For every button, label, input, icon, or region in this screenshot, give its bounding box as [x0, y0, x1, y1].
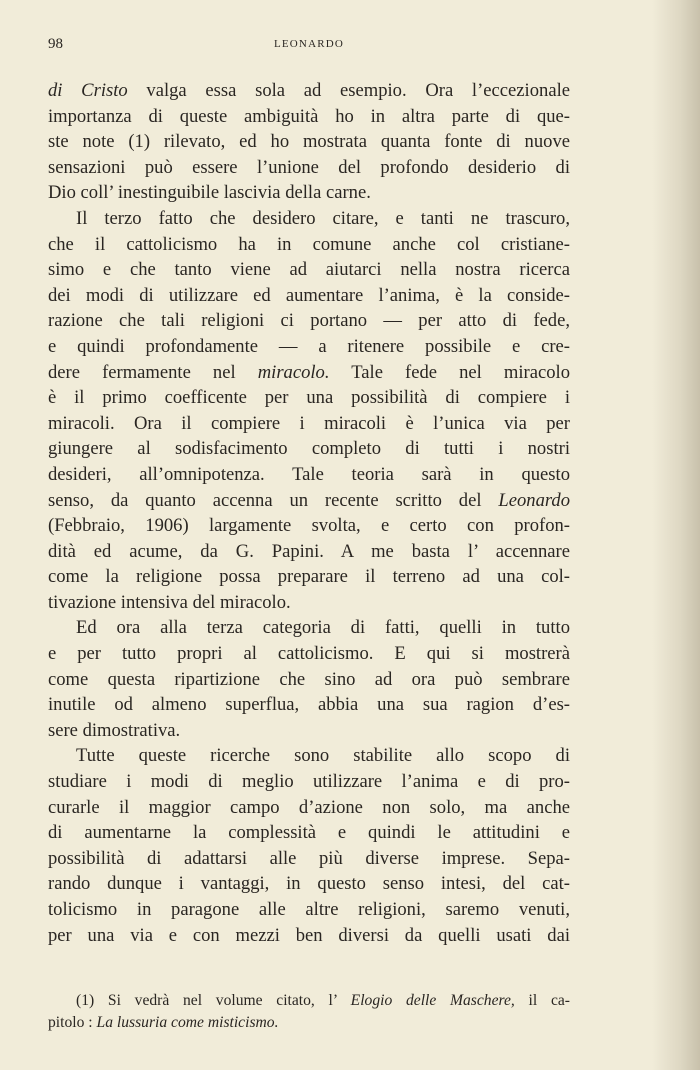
text-segment: (Febbraio, 1906) largamente svolta, e certo con profon-: [48, 515, 570, 537]
text-segment: di aumentarne la complessità e quindi le attitudini e: [48, 822, 570, 844]
text-line: [48, 769, 570, 795]
text-segment: Ed ora alla terza categoria di fatti, quelli in tutto: [76, 617, 570, 639]
text-line: [48, 283, 570, 309]
italic-text: Leonardo: [498, 489, 570, 511]
text-segment: miracoli. Ora il compiere i miracoli è l’unica via per: [48, 412, 570, 434]
text-line: [48, 564, 570, 590]
text-segment: Il terzo fatto che desidero citare, e tanti ne trascuro,: [76, 207, 570, 229]
text-segment: razione che tali religioni ci portano — per atto di fede,: [48, 310, 570, 332]
footnote-line: [48, 1012, 570, 1034]
text-line: [48, 718, 570, 744]
text-line: [48, 615, 570, 641]
page-header: [48, 36, 570, 58]
italic-text: di Cristo: [48, 80, 128, 101]
text-segment: studiare i modi di meglio utilizzare l’anima e di pro-: [48, 771, 570, 793]
text-line: [48, 513, 570, 539]
text-segment: desideri, all’omnipotenza. Tale teoria sarà in questo: [48, 463, 570, 485]
text-line: [48, 539, 570, 565]
text-segment: dei modi di utilizzare ed aumentare l’anima, è la conside-: [48, 284, 570, 306]
text-segment: possibilità di adattarsi alle più diverse imprese. Sepa-: [48, 847, 570, 869]
running-title: LEONARDO: [273, 38, 345, 50]
text-segment: valga essa sola ad esempio. Ora l’eccezionale: [127, 80, 570, 101]
text-segment: e quindi profondamente — a ritenere possibile e cre-: [48, 335, 570, 357]
text-segment: inutile od almeno superflua, abbia una sua ragion d’es-: [48, 694, 570, 716]
page-number: 98: [48, 36, 63, 52]
text-segment: (1) Si vedrà nel volume citato, l’: [76, 992, 351, 1009]
text-line: [48, 180, 570, 206]
text-line: [48, 846, 570, 872]
text-line: [48, 232, 570, 258]
text-line: [48, 692, 570, 718]
text-segment: rando dunque i vantaggi, in questo senso intesi, del cat-: [48, 873, 570, 895]
text-segment: simo e che tanto viene ad aiutarci nella nostra ricerca: [48, 259, 570, 281]
text-segment: Tale fede nel miracolo: [329, 361, 570, 383]
text-segment: che il cattolicismo ha in comune anche col cristiane-: [48, 233, 570, 255]
text-segment: Tutte queste ricerche sono stabilite allo scopo di: [76, 745, 570, 767]
footnote-block: [48, 990, 570, 1034]
text-segment: giungere al sodisfacimento completo di tutti i nostri: [48, 438, 570, 460]
text-segment: e per tutto propri al cattolicismo. E qui si mostrerà: [48, 643, 570, 665]
italic-text: miracolo.: [257, 361, 330, 383]
text-line: [48, 743, 570, 769]
italic-text: Elogio delle Maschere,: [350, 992, 515, 1009]
text-line: [48, 641, 570, 667]
text-segment: senso, da quanto accenna un recente scritto del: [48, 489, 499, 511]
text-line: [48, 104, 570, 130]
text-segment: dere fermamente nel: [48, 361, 258, 383]
text-line: [48, 488, 570, 514]
text-segment: curarle il maggior campo d’azione non solo, ma anche: [48, 796, 570, 818]
text-line: [48, 385, 570, 411]
text-segment: ste note (1) rilevato, ed ho mostrata quanta fonte di nuove: [48, 131, 570, 153]
text-line: [48, 78, 570, 104]
text-segment: è il primo coefficente per una possibilità di compiere i: [48, 387, 570, 409]
text-line: [48, 411, 570, 437]
text-line: [48, 308, 570, 334]
footnote-line: [48, 990, 570, 1012]
text-line: [48, 667, 570, 693]
text-segment: tolicismo in paragone alle altre religioni, saremo venuti,: [48, 899, 570, 920]
text-line: [48, 257, 570, 283]
main-text-block: [48, 78, 570, 948]
text-segment: importanza di queste ambiguità ho in altra parte di que-: [48, 105, 570, 127]
text-line: [48, 129, 570, 155]
text-line: [48, 820, 570, 846]
text-line: [48, 871, 570, 897]
text-line: [48, 155, 570, 181]
page-gutter-shadow: [652, 0, 700, 1070]
italic-text: La lussuria come misticismo.: [96, 1014, 279, 1031]
text-line: [48, 334, 570, 360]
text-segment: come la religione possa preparare il terreno ad una col-: [48, 566, 570, 588]
text-segment: Dio coll’ inestinguibile lascivia della carne.: [48, 182, 371, 204]
text-line: [48, 206, 570, 232]
text-segment: per una via e con mezzi ben diversi da quelli usati dai: [48, 924, 570, 946]
text-segment: sere dimostrativa.: [48, 719, 181, 741]
text-line: [48, 462, 570, 488]
text-line: [48, 436, 570, 462]
text-line: [48, 923, 570, 949]
text-segment: il ca-: [514, 992, 570, 1009]
text-segment: sensazioni può essere l’unione del profondo desiderio di: [48, 156, 570, 178]
text-segment: tivazione intensiva del miracolo.: [48, 591, 291, 613]
text-segment: pitolo :: [48, 1014, 97, 1031]
text-line: [48, 360, 570, 386]
text-line: [48, 590, 570, 616]
text-line: [48, 795, 570, 821]
text-segment: dità ed acume, da G. Papini. A me basta l’ accennare: [48, 540, 570, 562]
text-segment: come questa ripartizione che sino ad ora può sembrare: [48, 668, 570, 690]
text-line: [48, 897, 570, 923]
